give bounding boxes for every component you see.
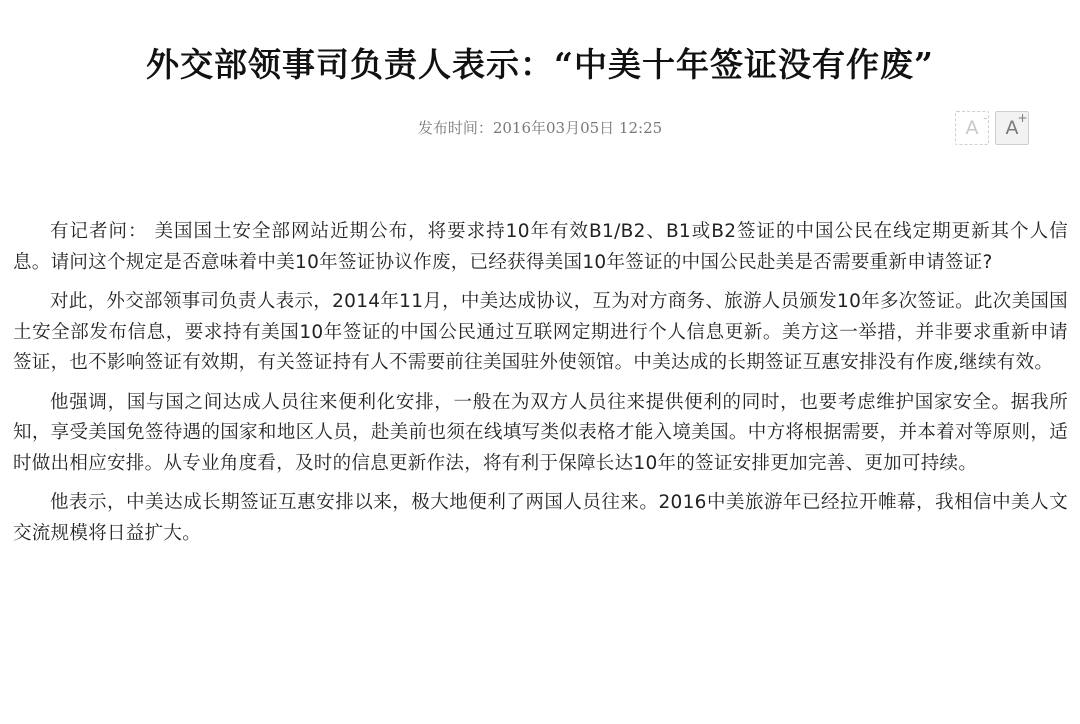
article-paragraph: 有记者问： 美国国土安全部网站近期公布，将要求持10年有效B1/B2、B1或B2签证的中国公民在线定期更新其个人信息。请问这个规定是否意味着中美10年签证协议作废，已经获得美国10年签证的中国公民赴美是否需要重新申请签证? <box>13 221 1068 273</box>
font-size-controls <box>955 111 1035 147</box>
font-size-decrease-button[interactable] <box>955 111 989 145</box>
decrease-mark: - <box>983 111 988 125</box>
font-size-increase-icon <box>1005 111 1028 139</box>
publish-info <box>0 116 1080 140</box>
article-body <box>13 217 1068 558</box>
font-size-decrease-icon <box>965 111 988 139</box>
article-title: 外交部领事司负责人表示：“中美十年签证没有作废” <box>146 45 934 84</box>
decrease-glyph: A <box>965 117 979 139</box>
publish-time: 2016年03月05日 12:25 <box>492 119 663 137</box>
article-meta <box>0 111 1080 144</box>
font-size-increase-button[interactable] <box>995 111 1029 145</box>
increase-mark: + <box>1017 111 1028 125</box>
article-paragraph: 他强调，国与国之间达成人员往来便利化安排，一般在为双方人员往来提供便利的同时，也要考虑维护国家安全。据我所知，享受美国免签待遇的国家和地区人员，赴美前也须在线填写类似表格才能入境美国。中方将根据需要，并本着对等原则，适时做出相应安排。从专业角度看，及时的信息更新作法，将有利于保障长达10年的签证安排更加完善、更加可持续。 <box>13 391 1068 474</box>
increase-glyph: A <box>1005 117 1019 139</box>
publish-label: 发布时间： <box>417 119 493 137</box>
article-paragraph: 对此，外交部领事司负责人表示，2014年11月，中美达成协议，互为对方商务、旅游人员颁发10年多次签证。此次美国国土安全部发布信息，要求持有美国10年签证的中国公民通过互联网定期进行个人信息更新。美方这一举措，并非要求重新申请签证，也不影响签证有效期，有关签证持有人不需要前往美国驻外使领馆。中美达成的长期签证互惠安排没有作废,继续有效。 <box>13 291 1068 373</box>
article-paragraph: 他表示，中美达成长期签证互惠安排以来，极大地便利了两国人员往来。2016中美旅游年已经拉开帷幕，我相信中美人文交流规模将日益扩大。 <box>13 492 1068 544</box>
